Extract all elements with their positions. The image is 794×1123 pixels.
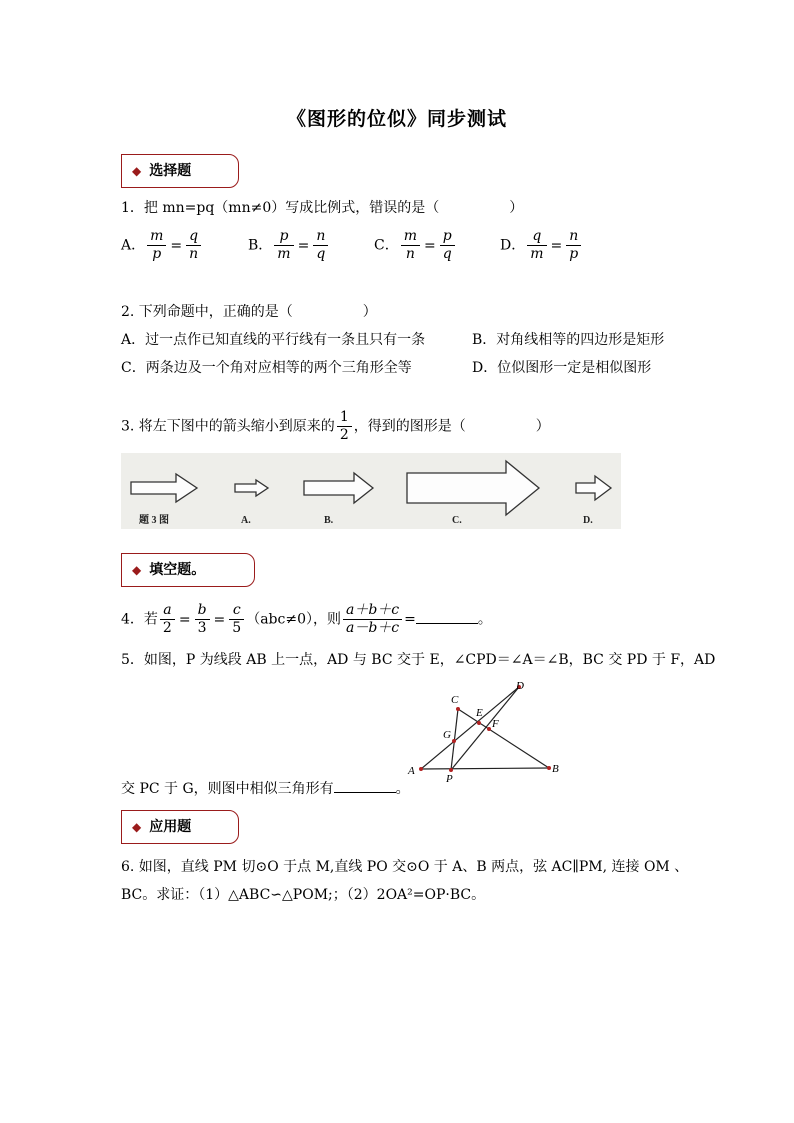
section-header-apply: ◆ 应用题 [121, 810, 239, 844]
q1-option-b: B． $\frac{p}{m}$ = $\frac{n}{q}$ [248, 228, 330, 263]
point-a [419, 767, 423, 771]
question-4: 4．若 $\frac{a}{2}$ = $\frac{b}{3}$ = $\frac{c}{5}$ （abc≠0），则 $\frac{a+b+c}{a-b+c}$ = 。 [121, 602, 492, 636]
option-d-arrow [576, 476, 611, 500]
svg-text:F: F [492, 718, 499, 730]
point-p [449, 768, 453, 772]
question-6-line1: 6. 如图，直线 PM 切⊙O 于点 M,直线 PO 交⊙O 于 A、B 两点，弦 AC∥PM, 连接 OM 、 [121, 859, 689, 875]
point-e [477, 721, 481, 725]
diamond-icon: ◆ [132, 164, 142, 178]
label-d: D. [583, 515, 593, 526]
page-title: 《图形的位似》同步测试 [286, 108, 507, 130]
q5-geometry-figure [402, 680, 572, 785]
section-header-fill: ◆ 填空题。 [121, 553, 255, 587]
diamond-icon: ◆ [132, 820, 142, 834]
svg-text:B: B [552, 763, 559, 775]
label-a: A. [241, 515, 251, 526]
q2-option-b: B．对角线相等的四边形是矩形 [472, 332, 665, 348]
option-b-arrow [304, 473, 373, 503]
diamond-icon: ◆ [132, 563, 142, 577]
svg-text:D: D [516, 680, 524, 692]
svg-text:C: C [451, 694, 459, 706]
svg-text:P: P [446, 773, 453, 785]
q3-arrow-figure [121, 453, 621, 529]
point-c [456, 707, 460, 711]
question-5-line2: 交 PC 于 G，则图中相似三角形有 。 [121, 778, 410, 798]
question-6-line2: BC。求证：（1）△ABC∽△POM;；（2）2OA²=OP·BC。 [121, 887, 486, 903]
label-c: C. [452, 515, 462, 526]
original-arrow [131, 474, 197, 502]
q1-option-d: D． $\frac{q}{m}$ = $\frac{n}{p}$ [500, 228, 583, 263]
svg-text:G: G [443, 729, 451, 741]
q2-option-a: A．过一点作已知直线的平行线有一条且只有一条 [121, 332, 426, 348]
point-b [547, 766, 551, 770]
q2-option-d: D．位似图形一定是相似图形 [472, 360, 652, 376]
label-b: B. [324, 515, 334, 526]
q1-option-a: A． $\frac{m}{p}$ = $\frac{q}{n}$ [121, 228, 203, 263]
option-a-arrow [235, 480, 268, 496]
point-g [452, 739, 456, 743]
question-1-stem: 1．把 mn=pq（mn≠0）写成比例式，错误的是（ ） [121, 200, 524, 216]
question-2-stem: 2. 下列命题中，正确的是（ ） [121, 304, 377, 320]
label-fig3: 题 3 图 [139, 515, 169, 526]
q2-option-c: C．两条边及一个角对应相等的两个三角形全等 [121, 360, 412, 376]
point-f [487, 727, 491, 731]
option-c-arrow [407, 461, 539, 515]
q1-option-c: C． $\frac{m}{n}$ = $\frac{p}{q}$ [374, 228, 457, 263]
svg-text:A: A [408, 765, 415, 777]
question-5-line1: 5．如图，P 为线段 AB 上一点，AD 与 BC 交于 E，∠CPD＝∠A＝∠B，BC 交 PD 于 F，AD [121, 652, 716, 668]
section-header-choice: ◆ 选择题 [121, 154, 239, 188]
question-3-stem: 3. 将左下图中的箭头缩小到原来的 $\frac{1}{2}$ ，得到的图形是（ ） [121, 409, 550, 443]
svg-text:E: E [476, 707, 483, 719]
